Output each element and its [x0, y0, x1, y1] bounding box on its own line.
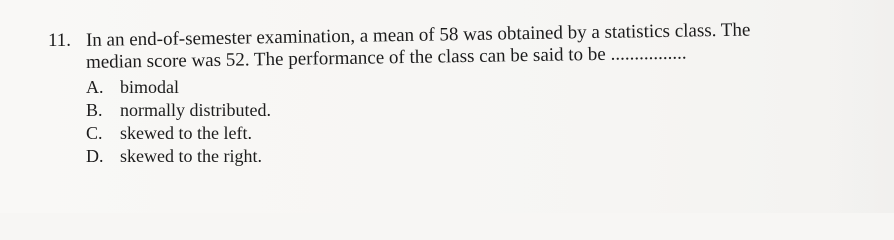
answer-options — [86, 76, 271, 168]
option-d-text: skewed to the right. — [120, 146, 262, 166]
option-a — [86, 76, 271, 99]
option-c — [86, 122, 271, 145]
option-b-letter: B. — [86, 100, 103, 120]
option-c-text: skewed to the left. — [120, 123, 252, 143]
question-text-line-1: In an end-of-semester examination, a mean of 58 was obtained by a statistics class. The — [85, 19, 751, 51]
option-d — [86, 145, 271, 168]
option-b-text: normally distributed. — [120, 100, 271, 120]
option-d-letter: D. — [86, 146, 104, 166]
option-c-letter: C. — [86, 123, 103, 143]
question-number: 11. — [48, 30, 72, 51]
option-b — [86, 99, 271, 122]
page-edge-shadow — [836, 0, 894, 213]
option-a-letter: A. — [86, 77, 104, 97]
question-text-line-2: median score was 52. The performance of the class can be said to be ................ — [85, 42, 687, 73]
option-a-text: bimodal — [120, 77, 179, 97]
